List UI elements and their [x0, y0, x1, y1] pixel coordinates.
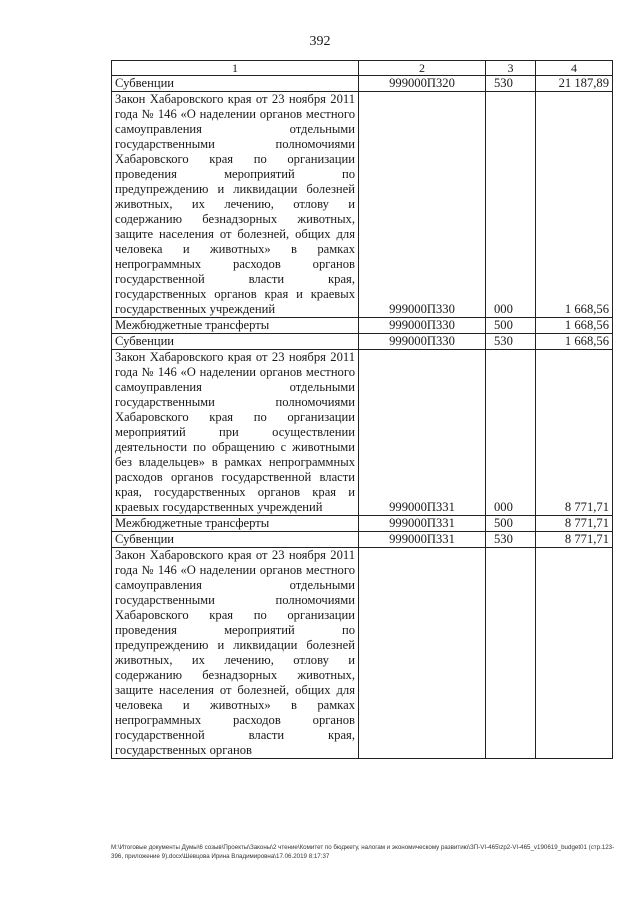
row-amount: 8 771,71 — [536, 516, 613, 532]
row-name: Закон Хабаровского края от 23 ноября 2011 года № 146 «О наделении органов местного самоуправления отдельными государственными полномочиями Хабаровского края по организации проведения мероприятий по предупреждению и ликвидации болезней животных, их лечению, отлову и содержанию безнадзорных животных, защите населения от болезней, общих для человека и животных» в рамках непрограммных расходов органов государственной власти края, государственных органов края и краевых государственных учреждений — [112, 92, 359, 318]
row-code: 999000П331 — [359, 350, 486, 516]
row-kvr: 530 — [486, 334, 536, 350]
table-row — [112, 548, 613, 759]
row-name: Субвенции — [112, 334, 359, 350]
row-kvr: 530 — [486, 532, 536, 548]
budget-table — [111, 60, 613, 759]
row-kvr — [486, 548, 536, 759]
row-amount: 1 668,56 — [536, 318, 613, 334]
header-cell: 3 — [486, 61, 536, 76]
table-header-row — [112, 61, 613, 76]
table-row — [112, 334, 613, 350]
row-name: Закон Хабаровского края от 23 ноября 2011 года № 146 «О наделении органов местного самоуправления отдельными государственными полномочиями Хабаровского края по организации мероприятий при осуществлении деятельности по обращению с животными без владельцев» в рамках непрограммных расходов органов государственной власти края, государственных органов края и краевых государственных учреждений — [112, 350, 359, 516]
table-row — [112, 532, 613, 548]
row-code — [359, 548, 486, 759]
document-path-footer: M:\Итоговые документы Думы\6 созыв\Проекты\Законы\2 чтение\Комитет по бюджету, налогам и экономическому развитию\ЗП-VI-465\zp2-VI-465_v190619_budget01 (стр.123-396, приложение 9).docx\Шевцова Ирина Владимировна\17.06.2019 8:17:37 — [111, 844, 615, 860]
row-code: 999000П331 — [359, 532, 486, 548]
row-kvr: 000 — [486, 350, 536, 516]
header-cell: 2 — [359, 61, 486, 76]
row-amount: 8 771,71 — [536, 532, 613, 548]
table-row — [112, 350, 613, 516]
page-number: 392 — [309, 34, 331, 49]
row-kvr: 500 — [486, 516, 536, 532]
row-amount: 1 668,56 — [536, 92, 613, 318]
table-row — [112, 516, 613, 532]
row-amount: 8 771,71 — [536, 350, 613, 516]
row-name: Субвенции — [112, 76, 359, 92]
row-name: Закон Хабаровского края от 23 ноября 2011 года № 146 «О наделении органов местного самоуправления отдельными государственными полномочиями Хабаровского края по организации проведения мероприятий по предупреждению и ликвидации болезней животных, их лечению, отлову и содержанию безнадзорных животных, защите населения от болезней, общих для человека и животных» в рамках непрограммных расходов органов государственной власти края, государственных органов — [112, 548, 359, 759]
row-amount: 21 187,89 — [536, 76, 613, 92]
row-kvr: 000 — [486, 92, 536, 318]
row-code: 999000П331 — [359, 516, 486, 532]
row-kvr: 500 — [486, 318, 536, 334]
row-kvr: 530 — [486, 76, 536, 92]
row-name: Межбюджетные трансферты — [112, 318, 359, 334]
header-cell: 1 — [112, 61, 359, 76]
row-name: Межбюджетные трансферты — [112, 516, 359, 532]
row-code: 999000П330 — [359, 318, 486, 334]
table-row — [112, 76, 613, 92]
table-row — [112, 318, 613, 334]
row-code: 999000П330 — [359, 92, 486, 318]
row-code: 999000П330 — [359, 334, 486, 350]
row-amount — [536, 548, 613, 759]
row-name: Субвенции — [112, 532, 359, 548]
row-amount: 1 668,56 — [536, 334, 613, 350]
row-code: 999000П320 — [359, 76, 486, 92]
table-row — [112, 92, 613, 318]
header-cell: 4 — [536, 61, 613, 76]
